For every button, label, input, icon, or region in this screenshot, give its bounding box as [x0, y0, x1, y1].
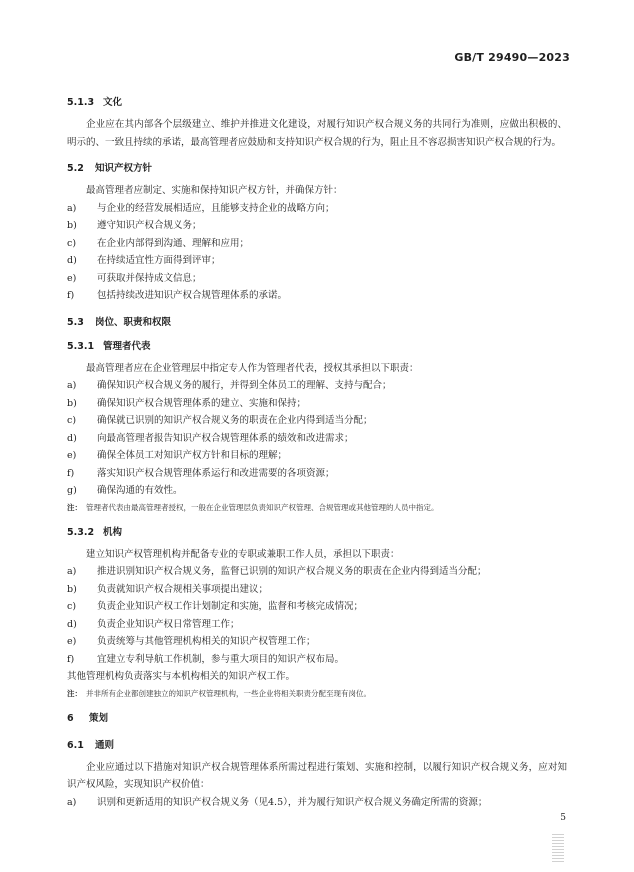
list-text: 确保全体员工对知识产权方针和目标的理解；	[97, 450, 288, 461]
section-number: 6.1	[67, 739, 84, 751]
list-item	[67, 430, 567, 448]
list-item	[67, 633, 567, 651]
list-5-3-1	[67, 377, 567, 500]
list-item	[67, 252, 567, 270]
list-item	[67, 287, 567, 305]
note-label: 注：	[67, 688, 82, 698]
list-text: 包括持续改进知识产权合规管理体系的承诺。	[97, 290, 288, 301]
list-text: 落实知识产权合规管理体系运行和改进需要的各项资源；	[97, 467, 335, 479]
list-item	[67, 465, 567, 483]
list-text: 负责统筹与其他管理机构相关的知识产权管理工作；	[97, 636, 316, 647]
list-marker: a)	[67, 380, 77, 391]
section-intro-5-3-1: 最高管理者应在企业管理层中指定专人作为管理者代表，授权其承担以下职责：	[86, 362, 419, 374]
list-item	[67, 794, 567, 812]
list-marker: b)	[67, 397, 77, 409]
list-text: 确保知识产权合规管理体系的建立、实施和保持；	[97, 397, 307, 409]
section-body-5-1-3: 企业应在其内部各个层级建立、维护并推进文化建设，对履行知识产权合规义务的共同行为准则，应做出积极的、明示的、一致且持续的承诺，最高管理者应鼓励和支持知识产权合规的行为，阻止且不容忍损害知识产权合规的行为。	[67, 119, 567, 148]
list-marker: b)	[67, 583, 77, 595]
section-heading-5-1-3	[67, 94, 567, 112]
list-item	[67, 598, 567, 616]
section-number: 5.3.2	[67, 526, 95, 538]
list-marker: c)	[67, 601, 77, 612]
note-5-3-1	[67, 500, 567, 515]
list-text: 在企业内部得到沟通、理解和应用；	[97, 237, 250, 249]
section-title: 管理者代表	[103, 340, 151, 352]
list-marker: a)	[67, 796, 77, 808]
note-5-3-2	[67, 686, 567, 701]
list-6-1	[67, 794, 567, 812]
list-marker: c)	[67, 237, 77, 249]
list-text: 在持续适宜性方面得到评审；	[97, 255, 221, 266]
page-number: 5	[560, 813, 566, 823]
list-marker: d)	[67, 255, 77, 266]
list-text: 与企业的经营发展相适应，且能够支持企业的战略方向；	[97, 202, 335, 214]
section-heading-5-3	[67, 314, 567, 332]
note-text: 并非所有企业都创建独立的知识产权管理机构，一些企业将相关职责分配至现有岗位。	[86, 688, 371, 698]
section-number: 5.2	[67, 163, 84, 174]
list-5-3-2	[67, 563, 567, 668]
list-text: 识别和更新适用的知识产权合规义务（见4.5），并为履行知识产权合规义务确定所需的资源；	[97, 796, 488, 808]
section-heading-6-1	[67, 737, 567, 755]
list-text: 确保就已识别的知识产权合规义务的职责在企业内得到适当分配；	[97, 415, 373, 426]
list-text: 可获取并保持成文信息；	[97, 272, 202, 284]
page-content	[67, 92, 567, 811]
list-item	[67, 217, 567, 235]
list-marker: e)	[67, 450, 77, 461]
section-intro-5-3-2: 建立知识产权管理机构并配备专业的专职或兼职工作人员，承担以下职责：	[86, 548, 400, 560]
list-marker: f)	[67, 290, 75, 301]
section-title: 通则	[95, 739, 115, 751]
list-text: 确保知识产权合规义务的履行，并得到全体员工的理解、支持与配合；	[97, 380, 392, 391]
section-title: 知识产权方针	[95, 163, 153, 174]
list-marker: e)	[67, 636, 77, 647]
section-body-6-1: 企业应通过以下措施对知识产权合规管理体系所需过程进行策划、实施和控制，以履行知识产权合规义务，应对知识产权风险，实现知识产权价值：	[67, 761, 567, 790]
section-title: 策划	[89, 712, 109, 724]
section-title: 文化	[103, 97, 123, 108]
section-number: 5.3	[67, 316, 84, 328]
list-item	[67, 447, 567, 465]
list-5-2	[67, 200, 567, 305]
binding-mark	[552, 832, 564, 862]
list-item	[67, 563, 567, 581]
list-marker: f)	[67, 467, 75, 479]
list-marker: c)	[67, 415, 77, 426]
list-marker: e)	[67, 272, 77, 284]
section-number: 6	[67, 712, 74, 724]
section-number: 5.1.3	[67, 97, 95, 108]
list-item	[67, 581, 567, 599]
section-title: 岗位、职责和权限	[95, 316, 172, 328]
list-item	[67, 200, 567, 218]
section-heading-6	[67, 710, 567, 728]
note-text: 管理者代表由最高管理者授权，一般在企业管理层负责知识产权管理、合规管理或其他管理的人员中指定。	[86, 502, 439, 512]
list-item	[67, 270, 567, 288]
list-item	[67, 395, 567, 413]
list-item	[67, 616, 567, 634]
list-marker: f)	[67, 653, 75, 665]
section-title: 机构	[103, 526, 123, 538]
list-item	[67, 482, 567, 500]
list-item	[67, 412, 567, 430]
note-label: 注：	[67, 502, 82, 512]
section-number: 5.3.1	[67, 340, 95, 352]
list-text: 负责就知识产权合规相关事项提出建议；	[97, 583, 269, 595]
list-marker: b)	[67, 220, 77, 231]
section-heading-5-3-2	[67, 524, 567, 542]
section-heading-5-2	[67, 160, 567, 178]
list-text: 遵守知识产权合规义务；	[97, 220, 202, 231]
list-text: 负责企业知识产权日常管理工作；	[97, 618, 240, 630]
list-marker: g)	[67, 485, 77, 496]
list-item	[67, 235, 567, 253]
list-item	[67, 651, 567, 669]
list-marker: a)	[67, 202, 77, 214]
list-item	[67, 377, 567, 395]
list-marker: d)	[67, 618, 77, 630]
list-text: 宜建立专利导航工作机制，参与重大项目的知识产权布局。	[97, 653, 345, 665]
list-text: 推进识别知识产权合规义务，监督已识别的知识产权合规义务的职责在企业内得到适当分配；	[97, 566, 487, 577]
list-text: 向最高管理者报告知识产权合规管理体系的绩效和改进需求；	[97, 432, 354, 444]
list-text: 负责企业知识产权工作计划制定和实施，监督和考核完成情况；	[97, 601, 364, 612]
section-heading-5-3-1	[67, 338, 567, 356]
section-intro-5-2: 最高管理者应制定、实施和保持知识产权方针，并确保方针：	[86, 185, 343, 196]
list-text: 确保沟通的有效性。	[97, 485, 183, 496]
list-marker: d)	[67, 432, 77, 444]
section-outro-5-3-2: 其他管理机构负责落实与本机构相关的知识产权工作。	[67, 671, 296, 682]
standard-code: GB/T 29490—2023	[454, 51, 570, 64]
list-marker: a)	[67, 566, 77, 577]
